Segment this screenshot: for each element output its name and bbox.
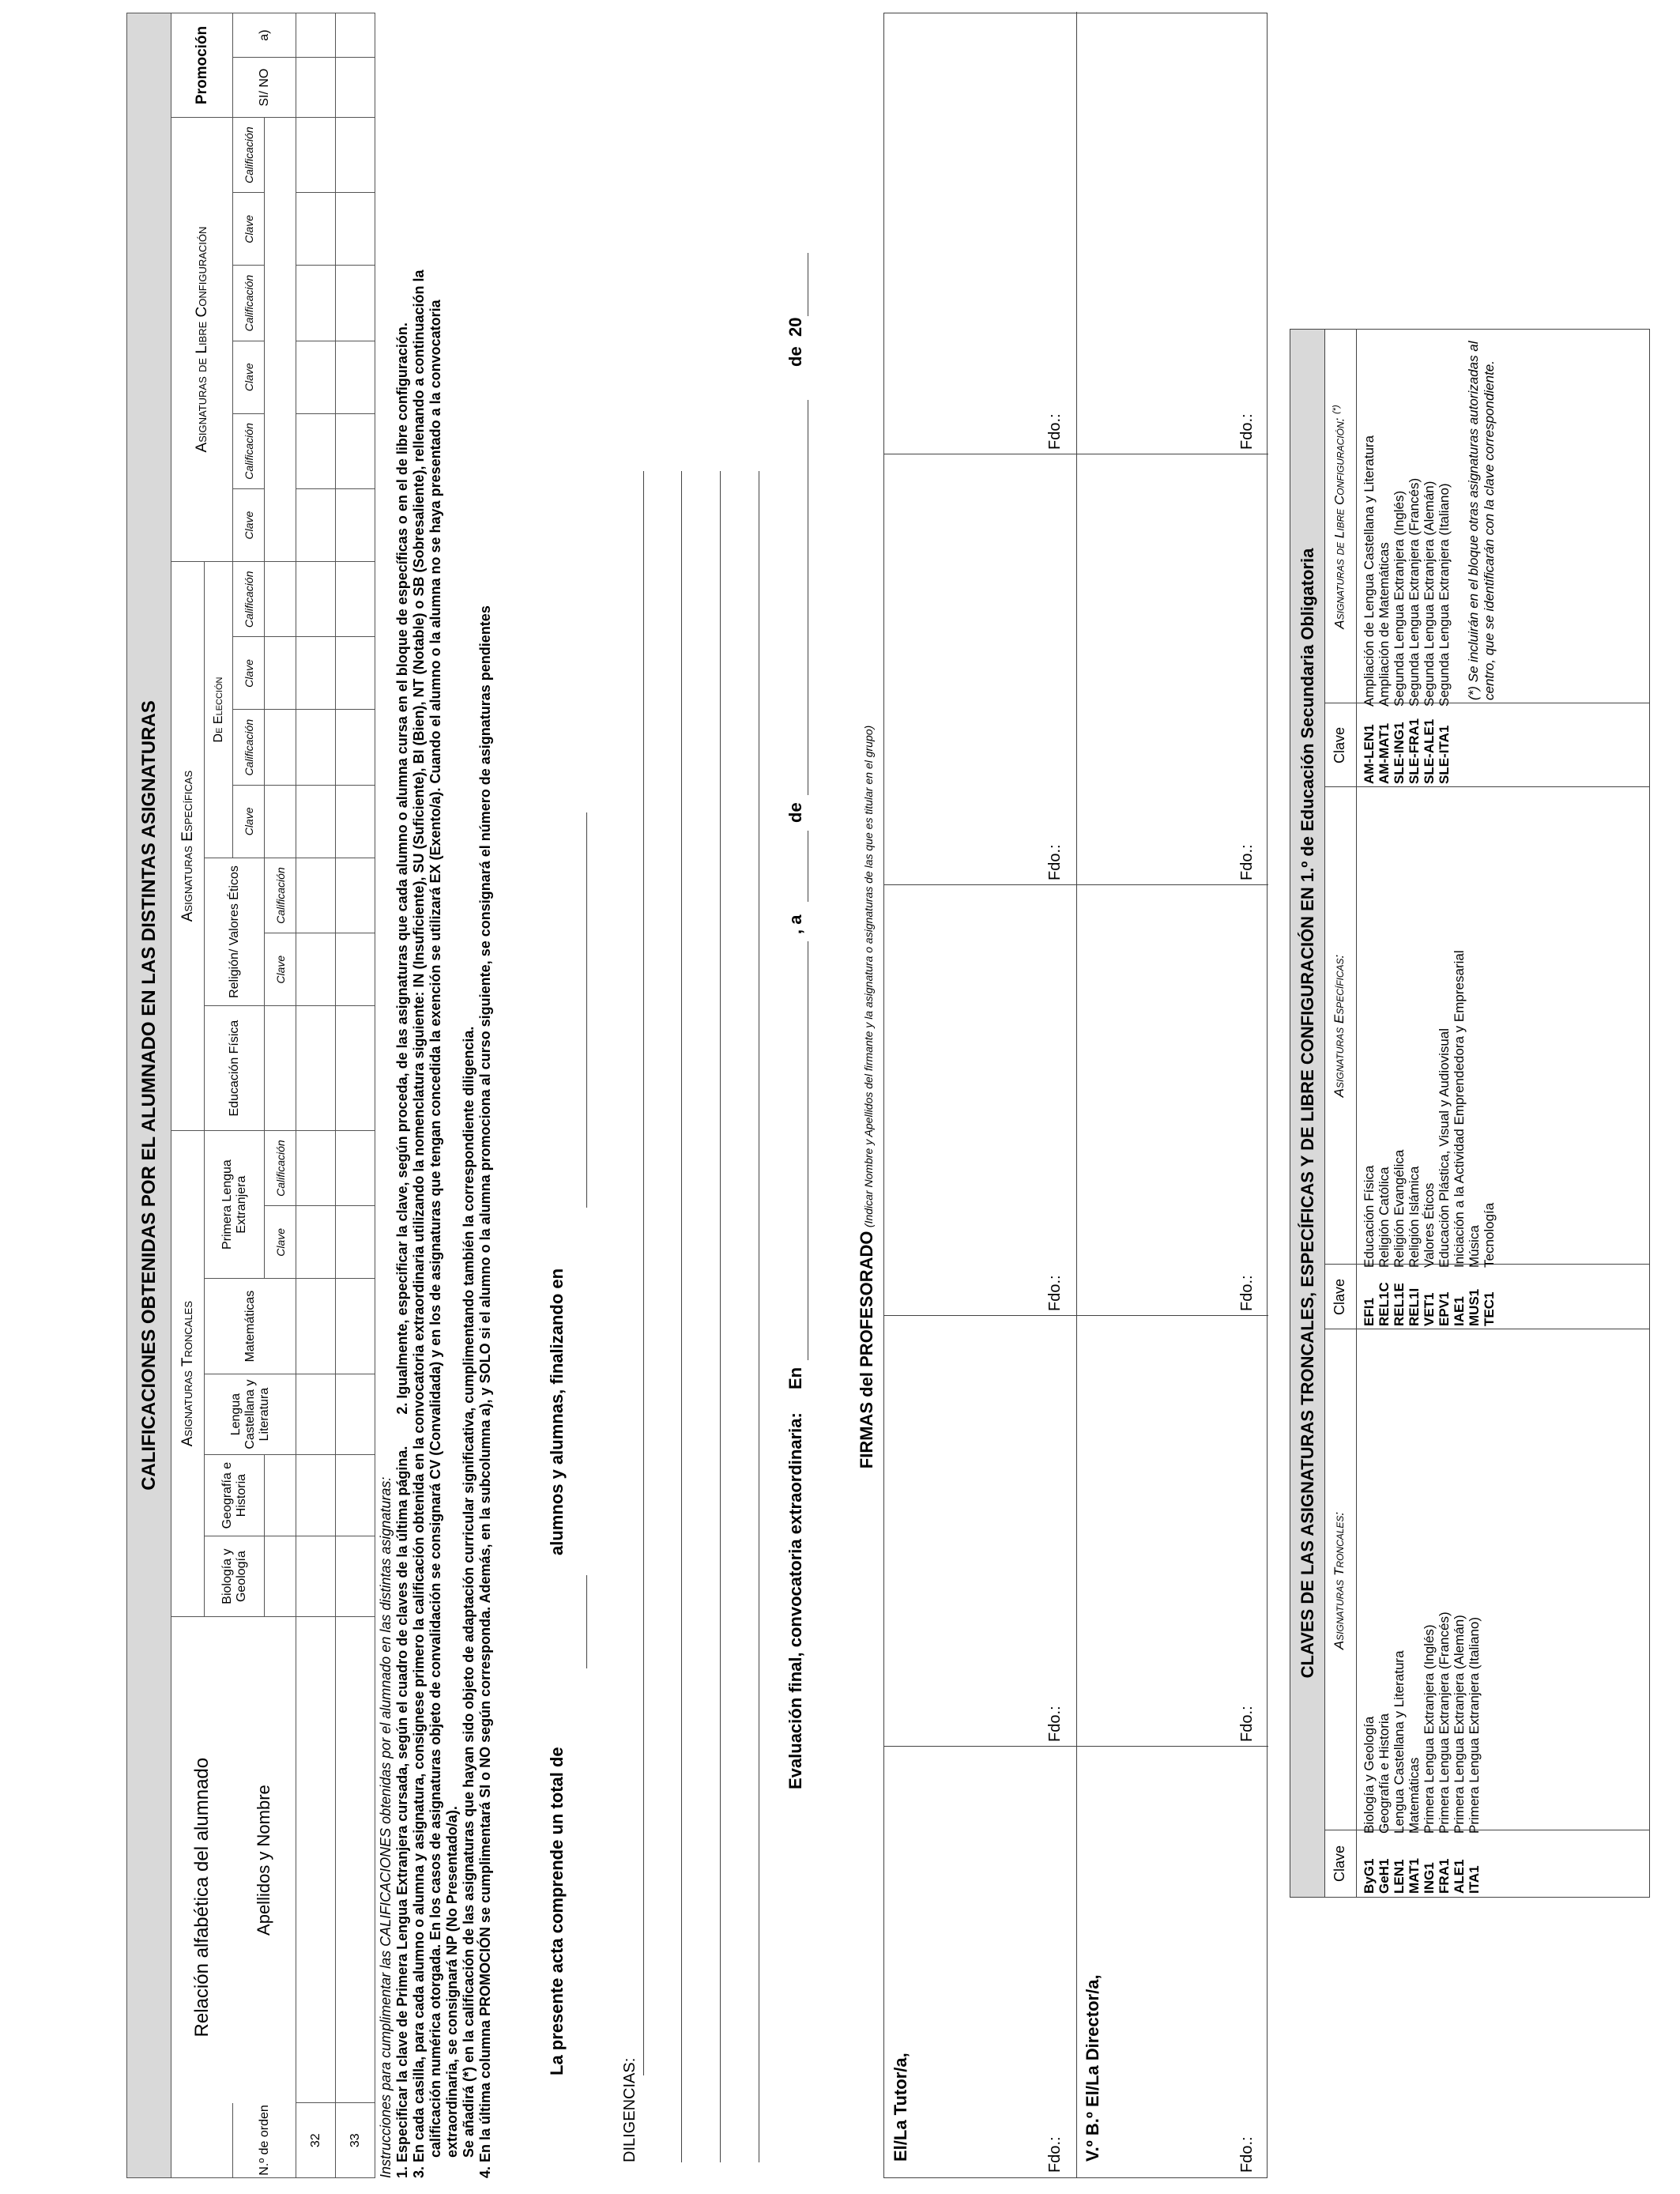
- blank: [265, 785, 296, 858]
- grade-cell[interactable]: [296, 1006, 336, 1131]
- num-orden-header: N.º de orden: [233, 2103, 296, 2178]
- tutor-label: El/La Tutor/a,: [891, 2053, 910, 2162]
- especificas-header: Asignaturas Específicas: [171, 562, 205, 1131]
- clave-col: Clave: [265, 1206, 296, 1279]
- firmas-note: (Indicar Nombre y Apellidos del firmante y la asignatura o asignaturas de las que es titular en el grupo): [862, 725, 875, 1228]
- religion-header: Religión/ Valores Éticos: [205, 858, 265, 1005]
- main-title: CALIFICACIONES OBTENIDAS POR EL ALUMNADO EN LAS DISTINTAS ASIGNATURAS: [127, 13, 171, 2178]
- instruction-3a: 3. En cada casilla, para cada alumno o alumna y asignatura, consignese primero la calificación obtenida en la convocatoria extraordinaria utilizando la nomenclatura siguiente: IN (Insuficiente), SU (Suficiente), BI (Bien), NT (Notable) o SB (Sobresaliente), rellenando a continuación la: [411, 270, 427, 2178]
- instruction-3c: extraordinaria, se consignará NP (No Presentado/a).: [444, 1806, 460, 2158]
- blank: [265, 710, 296, 785]
- key-subject: Educación Física: [1362, 1165, 1377, 1268]
- grade-cell[interactable]: [296, 1279, 336, 1374]
- grid-col-divider: [884, 884, 1268, 885]
- grid-row-divider: [1076, 12, 1077, 2177]
- claves-title: CLAVES DE LAS ASIGNATURAS TRONCALES, ESPECÍFICAS Y DE LIBRE CONFIGURACIÓN EN 1.º de Educación Secundaria Obligatoria: [1290, 330, 1325, 1897]
- key-subject: Segunda Lengua Extranjera (Inglés): [1392, 490, 1407, 707]
- list-item: [1467, 1608, 1482, 1897]
- especificas-key-list: [1362, 947, 1497, 1329]
- key-subject: Ampliación de Matemáticas: [1377, 542, 1392, 707]
- fdo-label[interactable]: Fdo.:: [1046, 1275, 1064, 1311]
- grade-cell[interactable]: [296, 193, 336, 266]
- grade-cell[interactable]: [336, 858, 375, 933]
- grade-cell[interactable]: [336, 341, 375, 413]
- clave-header: Clave: [1332, 726, 1347, 764]
- calificacion-col: Calificación: [233, 117, 265, 192]
- key-code: ITA1: [1467, 1865, 1482, 1894]
- calificacion-col: Calificación: [265, 858, 296, 933]
- clave-col: Clave: [233, 489, 265, 562]
- instructions-intro: Instrucciones para cumplimentar las CALIFICACIONES obtenidas por el alumnado en las distintas asignaturas:: [378, 1476, 394, 2178]
- list-item: [1422, 1608, 1437, 1897]
- grade-cell[interactable]: [296, 58, 336, 118]
- list-item: [1377, 1608, 1392, 1897]
- list-item: [1437, 947, 1452, 1329]
- key-subject: Tecnología: [1482, 1202, 1497, 1268]
- evaluacion-year: 20: [785, 317, 805, 337]
- fdo-label[interactable]: Fdo.:: [1238, 1275, 1256, 1311]
- key-code: MAT1: [1407, 1857, 1422, 1894]
- grade-cell[interactable]: [336, 1374, 375, 1455]
- fdo-label[interactable]: Fdo.:: [1238, 413, 1256, 450]
- key-code: SLE-ITA1: [1437, 725, 1452, 784]
- list-item: [1422, 432, 1437, 787]
- key-code: ByG1: [1362, 1858, 1377, 1894]
- blank: [265, 1455, 296, 1536]
- apellidos-header: Apellidos y Nombre: [233, 1617, 296, 2103]
- list-item: [1362, 432, 1377, 787]
- fdo-label[interactable]: Fdo.:: [1238, 2136, 1256, 2173]
- grade-cell[interactable]: [296, 1536, 336, 1617]
- fdo-label[interactable]: Fdo.:: [1238, 844, 1256, 880]
- instructions: [378, 13, 494, 2178]
- key-code: VET1: [1422, 1292, 1437, 1326]
- troncales-key-header: Asignaturas Troncales:: [1332, 1511, 1347, 1650]
- grade-cell[interactable]: [336, 637, 375, 710]
- grade-cell[interactable]: [296, 933, 336, 1006]
- grade-cell[interactable]: [336, 117, 375, 192]
- grade-cell[interactable]: [296, 1130, 336, 1205]
- relacion-header: Relación alfabética del alumnado: [171, 1617, 233, 2178]
- grade-cell[interactable]: [296, 710, 336, 785]
- list-item: [1407, 432, 1422, 787]
- educacion-fisica-header: Educación Física: [205, 1006, 265, 1131]
- blank: [265, 1536, 296, 1617]
- evaluacion-en: En: [785, 1367, 805, 1389]
- eleccion-header: De Elección: [205, 562, 233, 858]
- matematicas-header: Matemáticas: [205, 1279, 296, 1374]
- key-code: REL1C: [1377, 1282, 1392, 1326]
- grade-cell[interactable]: [336, 266, 375, 341]
- geografia-header: Geografía e Historia: [205, 1455, 265, 1536]
- row-number: 33: [336, 2103, 375, 2178]
- row-number: 32: [296, 2103, 336, 2178]
- list-item: [1392, 1608, 1407, 1897]
- calificacion-col: Calificación: [233, 266, 265, 341]
- claves-footnote-line-1: (*) Se incluirán en el bloque otras asignaturas autorizadas al: [1466, 341, 1481, 700]
- grade-cell[interactable]: [336, 710, 375, 785]
- blank: [265, 637, 296, 710]
- lengua-header: Lengua Castellana y Literatura: [205, 1374, 296, 1455]
- instruction-3b: calificación numérica otorgada. En los casos de asignaturas objeto de convalidación se consignará CV (Convalidada) y en los de asignaturas que tengan concedida la exención se utilizará EX (Exento/a). Cuando el alumno o la alumna no se haya presentado a la convocatoria: [428, 300, 443, 2158]
- grade-cell[interactable]: [336, 1130, 375, 1205]
- list-item: [1407, 1608, 1422, 1897]
- grade-cell[interactable]: [296, 489, 336, 562]
- grade-cell[interactable]: [336, 413, 375, 488]
- grade-cell[interactable]: [336, 1455, 375, 1536]
- libre-key-list: [1362, 432, 1452, 787]
- claves-footnote-line-2: centro, que se identificarán con la clave correspondiente.: [1482, 360, 1497, 700]
- key-subject: Biología y Geología: [1362, 1716, 1377, 1834]
- grade-cell[interactable]: [296, 1455, 336, 1536]
- grade-cell[interactable]: [336, 13, 375, 58]
- key-subject: Iniciación a la Actividad Emprendedora y Empresarial: [1452, 950, 1467, 1268]
- grade-cell[interactable]: [336, 1279, 375, 1374]
- clave-col: Clave: [233, 341, 265, 413]
- list-item: [1452, 947, 1467, 1329]
- diligencias-line[interactable]: [681, 471, 682, 2162]
- key-subject: Primera Lengua Extranjera (Italiano): [1467, 1616, 1482, 1834]
- grade-cell[interactable]: [336, 1006, 375, 1131]
- signature-grid: [883, 13, 1268, 2178]
- key-code: EFI1: [1362, 1298, 1377, 1326]
- list-item: [1392, 432, 1407, 787]
- calificacion-col: Calificación: [233, 562, 265, 637]
- troncales-key-list: [1362, 1608, 1482, 1897]
- list-item: [1482, 947, 1497, 1329]
- firmas-heading: [857, 0, 877, 2194]
- grid-col-divider: [884, 1315, 1268, 1316]
- key-code: REL1E: [1392, 1283, 1407, 1326]
- grade-cell[interactable]: [336, 1206, 375, 1279]
- grade-cell[interactable]: [336, 193, 375, 266]
- director-label: V.º B.º El/La Director/a,: [1083, 1974, 1102, 2162]
- calificacion-col: Calificación: [233, 413, 265, 488]
- key-code: SLE-ALE1: [1422, 718, 1437, 784]
- si-no-header: SI/ NO: [233, 58, 296, 118]
- key-subject: Educación Plástica, Visual y Audiovisual: [1437, 1027, 1452, 1268]
- list-item: [1437, 1608, 1452, 1897]
- evaluacion-label: Evaluación final, convocatoria extraordinaria:: [785, 1412, 805, 1789]
- key-code: ING1: [1422, 1862, 1437, 1894]
- acta-text-2: alumnos y alumnas, finalizando en: [547, 1268, 567, 1555]
- acta-text-1: La presente acta comprende un total de: [547, 1747, 567, 2075]
- grade-cell[interactable]: [336, 489, 375, 562]
- grades-table: [126, 13, 375, 2178]
- grade-cell[interactable]: [296, 266, 336, 341]
- key-code: FRA1: [1437, 1858, 1452, 1894]
- grade-cell[interactable]: [296, 117, 336, 192]
- fdo-label[interactable]: Fdo.:: [1238, 1706, 1256, 1742]
- key-subject: Segunda Lengua Extranjera (Italiano): [1437, 483, 1452, 707]
- key-code: REL1I: [1407, 1287, 1422, 1326]
- grade-cell[interactable]: [296, 1374, 336, 1455]
- grade-cell[interactable]: [336, 58, 375, 118]
- biologia-header: Biología y Geología: [205, 1536, 265, 1617]
- instruction-1: [394, 13, 411, 2178]
- key-code: SLE-ING1: [1392, 722, 1407, 784]
- grade-cell[interactable]: [296, 858, 336, 933]
- list-item: [1377, 432, 1392, 787]
- list-item: [1392, 947, 1407, 1329]
- clave-col: Clave: [233, 785, 265, 858]
- list-item: [1407, 947, 1422, 1329]
- name-cell[interactable]: [296, 1617, 336, 2103]
- clave-header: Clave: [1332, 1845, 1347, 1883]
- diligencias-line[interactable]: [720, 471, 721, 2162]
- grade-cell[interactable]: [336, 562, 375, 637]
- evaluacion-de-2: de: [785, 346, 805, 367]
- acta-total-line[interactable]: [586, 1575, 587, 1668]
- key-code: MUS1: [1467, 1288, 1482, 1326]
- key-code: TEC1: [1482, 1291, 1497, 1326]
- libre-key-header: [1332, 335, 1348, 699]
- libre-header: Asignaturas de Libre Configuración: [171, 117, 233, 561]
- blank: [265, 562, 296, 637]
- instruction-4: 4. En la última columna PROMOCIÓN se cumplimentará SI o NO según corresponda. Además, en la subcolumna a), y SOLO si el alumno o la alumna promociona al curso siguiente, se consignará el número de asignaturas pendientes: [477, 605, 493, 2178]
- fdo-label[interactable]: Fdo.:: [1046, 1706, 1064, 1742]
- acta-final-line[interactable]: [586, 812, 587, 1208]
- a-header: a): [233, 13, 296, 58]
- grade-cell[interactable]: [296, 1206, 336, 1279]
- troncales-header: Asignaturas Troncales: [171, 1130, 205, 1616]
- key-subject: Música: [1467, 1225, 1482, 1268]
- key-code: AM-MAT1: [1377, 722, 1392, 784]
- especificas-key-header: Asignaturas Específicas:: [1332, 954, 1347, 1098]
- evaluacion-de-1: de: [785, 802, 805, 823]
- key-code: GeH1: [1377, 1858, 1392, 1894]
- blank: [265, 1006, 296, 1131]
- claves-box: [1290, 329, 1650, 1898]
- libre-key-header-text: Asignaturas de Libre Configuración:: [1332, 417, 1347, 629]
- grade-cell[interactable]: [296, 785, 336, 858]
- calificacion-col: Calificación: [265, 1130, 296, 1205]
- key-subject: Geografía e Historia: [1377, 1713, 1392, 1834]
- libre-key-star: (*): [1332, 405, 1341, 414]
- key-subject: Religión Evangélica: [1392, 1149, 1407, 1268]
- list-item: [1362, 1608, 1377, 1897]
- instruction-2-text: 2. Igualmente, especificar la clave, según proceda, de las asignaturas que cada alumno o alumna cursa en el bloque de específicas o en el de libre configuración.: [394, 322, 410, 1415]
- instruction-1-text: 1. Especificar la clave de Primera Lengua Extranjera cursada, según el cuadro de claves de la última página.: [394, 1446, 410, 2178]
- key-subject: Ampliación de Lengua Castellana y Literatura: [1362, 435, 1377, 707]
- grade-cell[interactable]: [296, 637, 336, 710]
- fdo-label[interactable]: Fdo.:: [1046, 844, 1064, 880]
- list-item: [1377, 947, 1392, 1329]
- grade-cell[interactable]: [336, 785, 375, 858]
- key-subject: Segunda Lengua Extranjera (Alemán): [1422, 481, 1437, 707]
- promocion-header: Promoción: [171, 13, 233, 118]
- clave-col: Clave: [233, 193, 265, 266]
- list-item: [1422, 947, 1437, 1329]
- key-code: IAE1: [1452, 1296, 1467, 1326]
- list-item: [1452, 1608, 1467, 1897]
- key-subject: Primera Lengua Extranjera (Alemán): [1452, 1615, 1467, 1834]
- diligencias-label: DILIGENCIAS:: [621, 2057, 638, 2162]
- calificacion-col: Calificación: [233, 710, 265, 785]
- grade-cell[interactable]: [296, 13, 336, 58]
- grade-cell[interactable]: [296, 341, 336, 413]
- evaluacion-a: , a: [785, 914, 805, 934]
- key-subject: Segunda Lengua Extranjera (Francés): [1407, 477, 1422, 707]
- grade-cell[interactable]: [336, 1536, 375, 1617]
- clave-col: Clave: [265, 933, 296, 1006]
- table-row: [336, 13, 375, 2178]
- key-code: AM-LEN1: [1362, 724, 1377, 784]
- grade-cell[interactable]: [296, 562, 336, 637]
- grid-col-divider: [884, 1746, 1268, 1747]
- fdo-label[interactable]: Fdo.:: [1046, 2136, 1064, 2173]
- firmas-title: FIRMAS del PROFESORADO: [857, 1231, 876, 1469]
- key-code: LEN1: [1392, 1859, 1407, 1894]
- list-item: [1362, 947, 1377, 1329]
- key-subject: Primera Lengua Extranjera (Inglés): [1422, 1624, 1437, 1834]
- clave-header: Clave: [1332, 1278, 1347, 1316]
- key-subject: Religión Islámica: [1407, 1166, 1422, 1268]
- key-subject: Matemáticas: [1407, 1757, 1422, 1834]
- grade-cell[interactable]: [336, 933, 375, 1006]
- instruction-3d: Se añadirá (*) en la calificación de las asignaturas que hayan sido objeto de adaptación curricular significativa, cumplimentando también la correspondiente diligencia.: [461, 1026, 477, 2158]
- name-cell[interactable]: [336, 1617, 375, 2103]
- table-row: [296, 13, 336, 2178]
- list-item: [1437, 432, 1452, 787]
- claves-footnote: [1466, 341, 1497, 700]
- key-subject: Religión Católica: [1377, 1167, 1392, 1268]
- key-code: SLE-FRA1: [1407, 718, 1422, 784]
- diligencias-line[interactable]: [643, 471, 644, 2075]
- key-code: EPV1: [1437, 1291, 1452, 1326]
- key-subject: Lengua Castellana y Literatura: [1392, 1650, 1407, 1834]
- grade-cell[interactable]: [296, 413, 336, 488]
- key-subject: Primera Lengua Extranjera (Francés): [1437, 1612, 1452, 1834]
- list-item: [1467, 947, 1482, 1329]
- primera-lengua-header: Primera Lengua Extranjera: [205, 1130, 265, 1278]
- clave-col: Clave: [233, 637, 265, 710]
- key-subject: Valores Éticos: [1422, 1182, 1437, 1268]
- key-code: ALE1: [1452, 1859, 1467, 1894]
- fdo-label[interactable]: Fdo.:: [1046, 413, 1064, 450]
